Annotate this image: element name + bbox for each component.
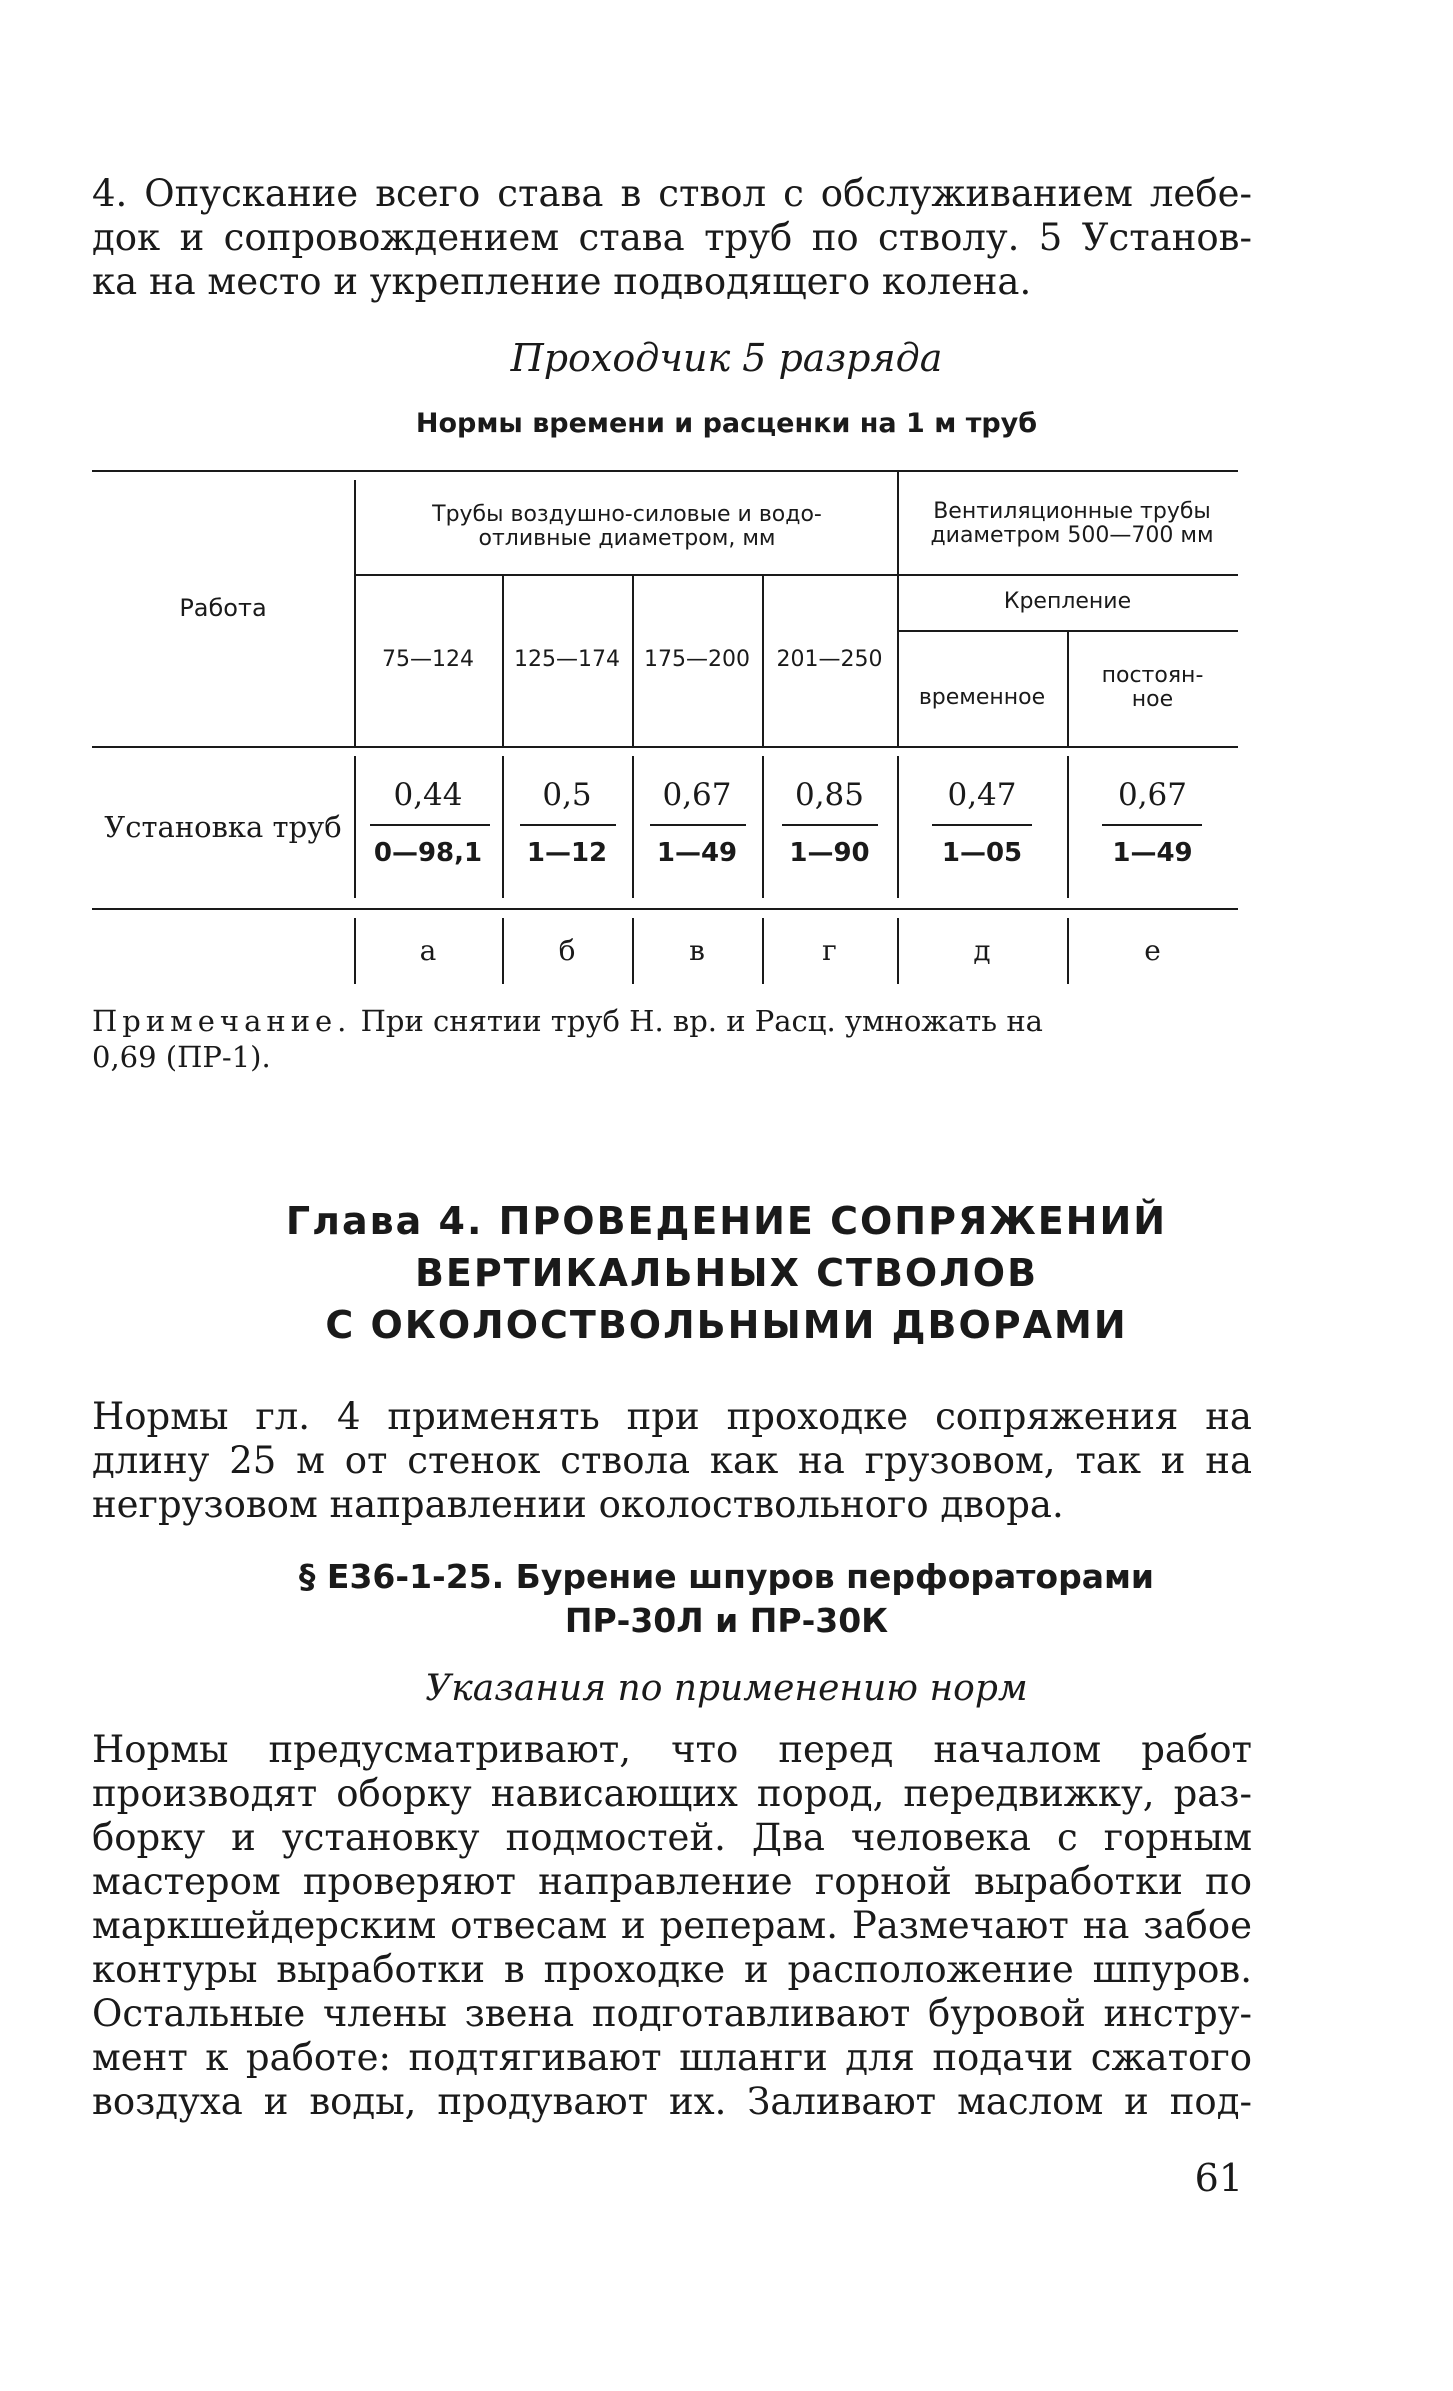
column-letter: в (689, 934, 705, 967)
fraction-bar (520, 824, 616, 826)
norm-value: 0,67 (1117, 777, 1188, 813)
rate-value: 1—49 (1112, 838, 1193, 868)
worker-heading: Проходчик 5 разряда (510, 336, 943, 380)
section-subtitle: Указания по применению норм (425, 1668, 1028, 1709)
text-line: ка на место и укрепление подводящего колена. (92, 260, 1032, 303)
norms-table (92, 470, 1238, 990)
text-line: мент к работе: подтягивают шланги для подачи сжатого (92, 2036, 1252, 2079)
col-header-1: 75—124 (382, 647, 474, 672)
intro-paragraph (92, 172, 1252, 304)
column-letter: а (419, 934, 437, 967)
text-line: мастером проверяют направление горной выработки по (92, 1860, 1252, 1903)
norm-value: 0,5 (542, 777, 592, 813)
table-title: Нормы времени и расценки на 1 м труб (415, 408, 1038, 439)
text-line: воздуха и воды, продувают их. Заливают маслом и под- (92, 2080, 1252, 2123)
section-title (0, 1555, 1453, 1643)
rate-value: 1—90 (789, 838, 870, 868)
row-label: Установка труб (104, 810, 342, 844)
text-line: негрузовом направлении околоствольного двора. (92, 1483, 1064, 1526)
fraction-bar (370, 824, 490, 826)
rate-value: 1—12 (526, 838, 608, 868)
work-header: Работа (179, 594, 267, 622)
text-line: Остальные члены звена подготавливают буровой инстру- (92, 1992, 1252, 2035)
norm-value: 0,44 (393, 777, 463, 813)
column-letter: е (1144, 934, 1161, 967)
col-header-3: 175—200 (644, 647, 750, 672)
text-line: маркшейдерским отвесам и реперам. Размечают на забое (92, 1904, 1252, 1947)
text-line: 4. Опускание всего става в ствол с обслуживанием лебе- (92, 172, 1252, 215)
text-line: Нормы гл. 4 применять при проходке сопряжения на (92, 1395, 1252, 1438)
fixing-header: Крепление (1003, 589, 1132, 614)
text-line: производят оборку нависающих пород, передвижку, раз- (92, 1772, 1252, 1815)
fraction-bar (1102, 824, 1202, 826)
rate-value: 0—98,1 (373, 838, 483, 868)
rate-value: 1—49 (656, 838, 738, 868)
rate-value: 1—05 (941, 838, 1023, 868)
section-body-paragraph (92, 1728, 1252, 2124)
fraction-bar (782, 824, 878, 826)
note-text-continued: 0,69 (ПР-1). (92, 1040, 271, 1074)
chapter-title-line: С ОКОЛОСТВОЛЬНЫМИ ДВОРАМИ (325, 1303, 1128, 1347)
chapter-title (0, 1195, 1453, 1351)
text-line: длину 25 м от стенок ствола как на грузовом, так и на (92, 1439, 1252, 1482)
vent-group-header: Вентиляционные трубы диаметром 500—700 мм (930, 499, 1214, 548)
column-letter: г (822, 934, 837, 967)
table-note (92, 1003, 1238, 1075)
norm-value: 0,85 (794, 777, 865, 813)
chapter-title-line: Глава 4. ПРОВЕДЕНИЕ СОПРЯЖЕНИЙ (285, 1199, 1168, 1243)
body-bottom-rule (92, 908, 1238, 910)
col-header-2: 125—174 (514, 647, 620, 672)
text-line: контуры выработки в проходке и расположение шпуров. (92, 1948, 1252, 1991)
column-letter: б (558, 934, 576, 967)
text-line: борку и установку подмостей. Два человека с горным (92, 1816, 1252, 1859)
col-header-4: 201—250 (776, 647, 883, 672)
fraction-bar (932, 824, 1032, 826)
text-line: Нормы предусматривают, что перед началом работ (92, 1728, 1252, 1771)
column-letter: д (973, 934, 991, 967)
norm-value: 0,47 (947, 777, 1017, 813)
col-header-5: временное (918, 685, 1046, 710)
norm-value: 0,67 (662, 777, 732, 813)
note-text: При снятии труб Н. вр. и Расц. умножать на (351, 1004, 1043, 1038)
section-title-line: ПР-30Л и ПР-30К (564, 1601, 889, 1640)
col-header-6: постоян-ное (1101, 663, 1204, 712)
chapter-intro-paragraph (92, 1395, 1252, 1527)
page-number: 61 (1194, 2156, 1243, 2200)
note-label: Примечание. (92, 1004, 352, 1038)
section-title-line: § Е36-1-25. Бурение шпуров перфораторами (298, 1557, 1155, 1596)
chapter-title-line: ВЕРТИКАЛЬНЫХ СТВОЛОВ (414, 1251, 1039, 1295)
text-line: док и сопровождением става труб по стволу. 5 Установ- (92, 216, 1252, 259)
fraction-bar (650, 824, 746, 826)
pipes-group-header: Трубы воздушно-силовые и водо-отливные диаметром, мм (432, 502, 822, 551)
